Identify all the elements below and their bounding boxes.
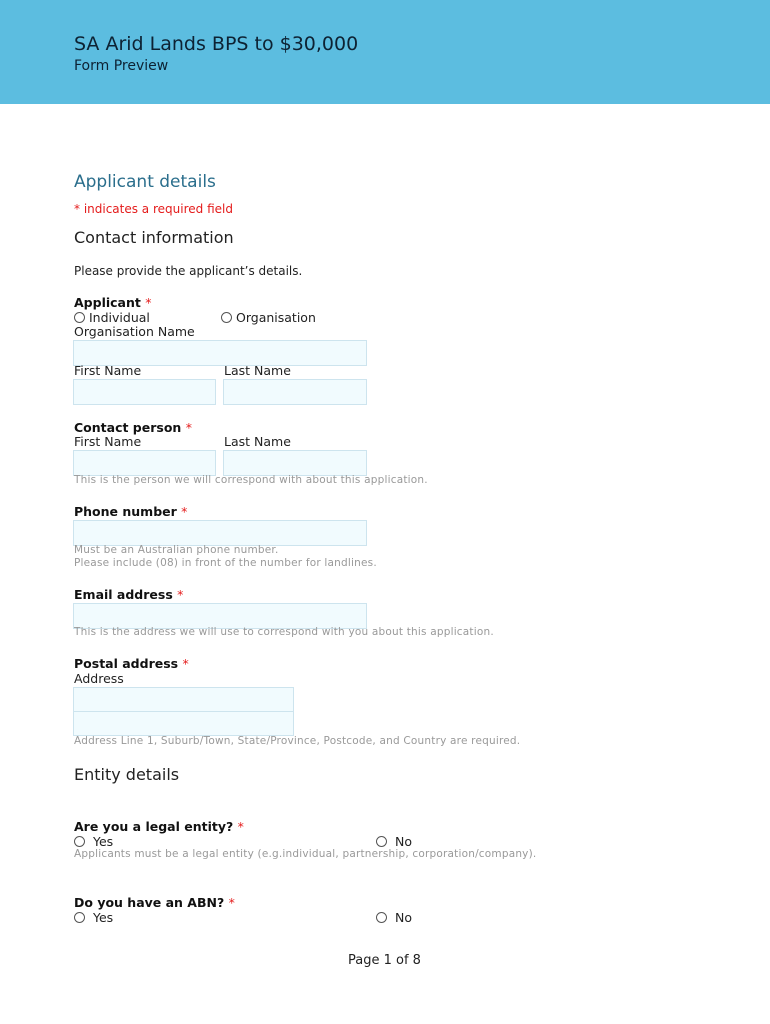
contact-person-hint: This is the person we will correspond with about this application.	[74, 474, 428, 486]
radio-circle-icon	[376, 836, 387, 847]
form-title: SA Arid Lands BPS to $30,000	[74, 33, 359, 55]
legal-entity-label: Are you a legal entity? *	[74, 819, 244, 834]
radio-abn-no[interactable]: No	[376, 910, 412, 925]
contact-first-name-input[interactable]	[73, 450, 216, 476]
phone-hint-2: Please include (08) in front of the number for landlines.	[74, 557, 377, 569]
applicant-last-name-input[interactable]	[223, 379, 367, 405]
applicant-first-name-label: First Name	[74, 363, 142, 378]
contact-first-name-label: First Name	[74, 434, 142, 449]
abn-label: Do you have an ABN? *	[74, 895, 235, 910]
postal-address-line1-input[interactable]	[73, 687, 294, 712]
phone-input[interactable]	[73, 520, 367, 546]
radio-circle-icon	[74, 912, 85, 923]
contact-intro: Please provide the applicant’s details.	[74, 264, 303, 278]
radio-individual[interactable]: Individual	[74, 310, 150, 325]
email-label: Email address *	[74, 587, 184, 602]
postal-label: Postal address *	[74, 656, 189, 671]
radio-circle-icon	[74, 836, 85, 847]
required-star: *	[185, 420, 192, 435]
required-star: *	[181, 504, 188, 519]
required-star: *	[182, 656, 189, 671]
radio-abn-yes[interactable]: Yes	[74, 910, 113, 925]
section-title: Applicant details	[74, 172, 216, 192]
page-number: Page 1 of 8	[348, 953, 421, 968]
required-star: *	[228, 895, 235, 910]
contact-last-name-label: Last Name	[224, 434, 291, 449]
required-star: *	[145, 295, 152, 310]
form-subtitle: Form Preview	[74, 58, 169, 74]
phone-hint-1: Must be an Australian phone number.	[74, 544, 279, 556]
contact-heading: Contact information	[74, 228, 234, 247]
radio-circle-icon	[74, 312, 85, 323]
radio-legal-yes[interactable]: Yes	[74, 834, 113, 849]
applicant-label: Applicant *	[74, 295, 152, 310]
org-name-label: Organisation Name	[74, 324, 195, 339]
applicant-last-name-label: Last Name	[224, 363, 291, 378]
radio-circle-icon	[221, 312, 232, 323]
postal-address-line2-input[interactable]	[73, 711, 294, 736]
postal-address-label: Address	[74, 671, 124, 686]
legal-entity-hint: Applicants must be a legal entity (e.g.individual, partnership, corporation/company).	[74, 848, 537, 860]
radio-legal-no[interactable]: No	[376, 834, 412, 849]
applicant-first-name-input[interactable]	[73, 379, 216, 405]
entity-heading: Entity details	[74, 765, 180, 784]
contact-last-name-input[interactable]	[223, 450, 367, 476]
radio-circle-icon	[376, 912, 387, 923]
required-note: * indicates a required field	[74, 202, 233, 216]
form-header	[0, 0, 770, 104]
postal-hint: Address Line 1, Suburb/Town, State/Province, Postcode, and Country are required.	[74, 735, 521, 747]
email-hint: This is the address we will use to correspond with you about this application.	[74, 626, 494, 638]
phone-label: Phone number *	[74, 504, 188, 519]
required-star: *	[237, 819, 244, 834]
contact-person-label: Contact person *	[74, 420, 192, 435]
radio-organisation[interactable]: Organisation	[221, 310, 316, 325]
required-star: *	[177, 587, 184, 602]
